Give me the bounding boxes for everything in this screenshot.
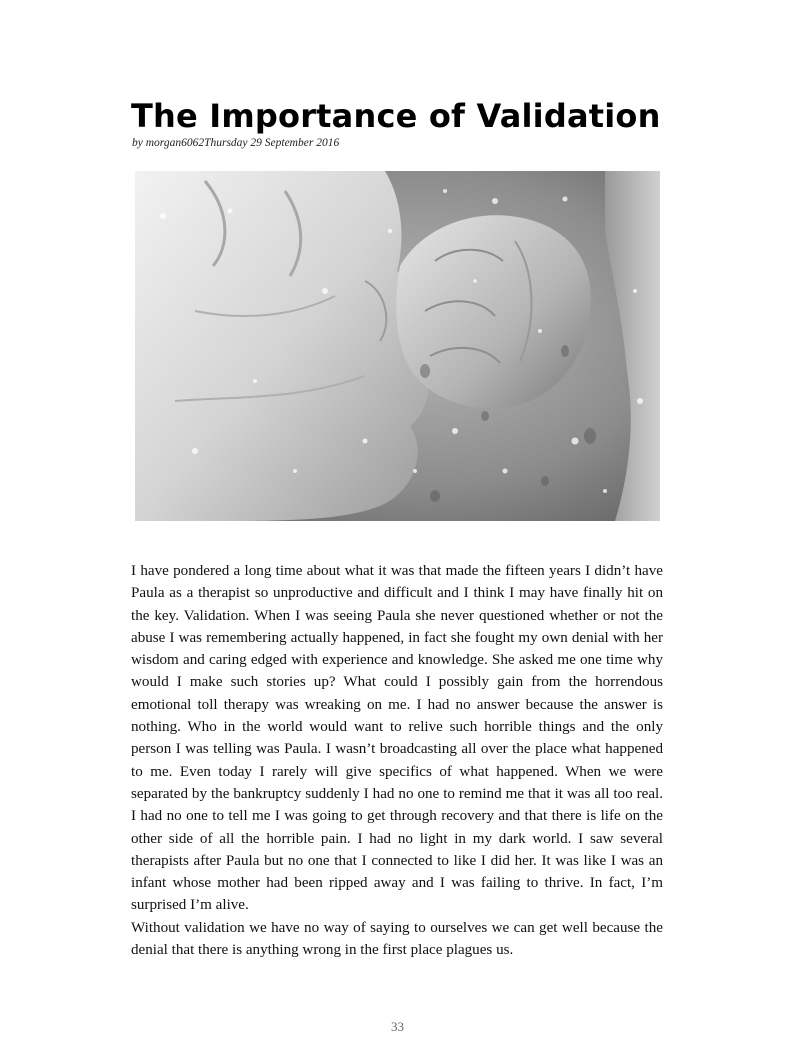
byline: by morgan6062Thursday 29 September 2016	[132, 137, 340, 149]
fist-bump-photo	[135, 171, 660, 521]
body-paragraph-2: Without validation we have no way of saying to ourselves we can get well because the denial that there is anything wrong in the first place plagues us.	[131, 919, 663, 959]
fist-bump-illustration	[135, 171, 660, 521]
article-body	[131, 560, 663, 961]
body-paragraph-1: I have pondered a long time about what it was that made the fifteen years I didn’t have Paula as a therapist so unproductive and difficult and I think I may have finally hit on the key. Validation. When I was seeing Paula she never questioned whether or not the abuse I was remembering actually happened, in fact she fought my own denial with her wisdom and caring edged with experience and knowledge. She asked me one time why would I make such stories up? What could I possibly gain from the horrendous emotional toll therapy was wreaking on me. I had no answer because the answer is nothing. Who in the world would want to relive such horrible things and the only person I was telling was Paula. I wasn’t broadcasting all over the place what happened to me. Even today I rarely will give specifics of what happened. When we were separated by the bankruptcy suddenly I had no one to remind me that it was all too real. I had no one to tell me I was going to get through recovery and that there is life on the other side of all the horrible pain. I had no light in my dark world. I saw several therapists after Paula but no one that I connected to like I did her. It was like I was an infant whose mother had been ripped away and I was failing to thrive. In fact, I’m surprised I’m alive.	[131, 563, 663, 914]
page-number: 33	[391, 1019, 404, 1034]
page-title: The Importance of Validation	[131, 97, 661, 135]
